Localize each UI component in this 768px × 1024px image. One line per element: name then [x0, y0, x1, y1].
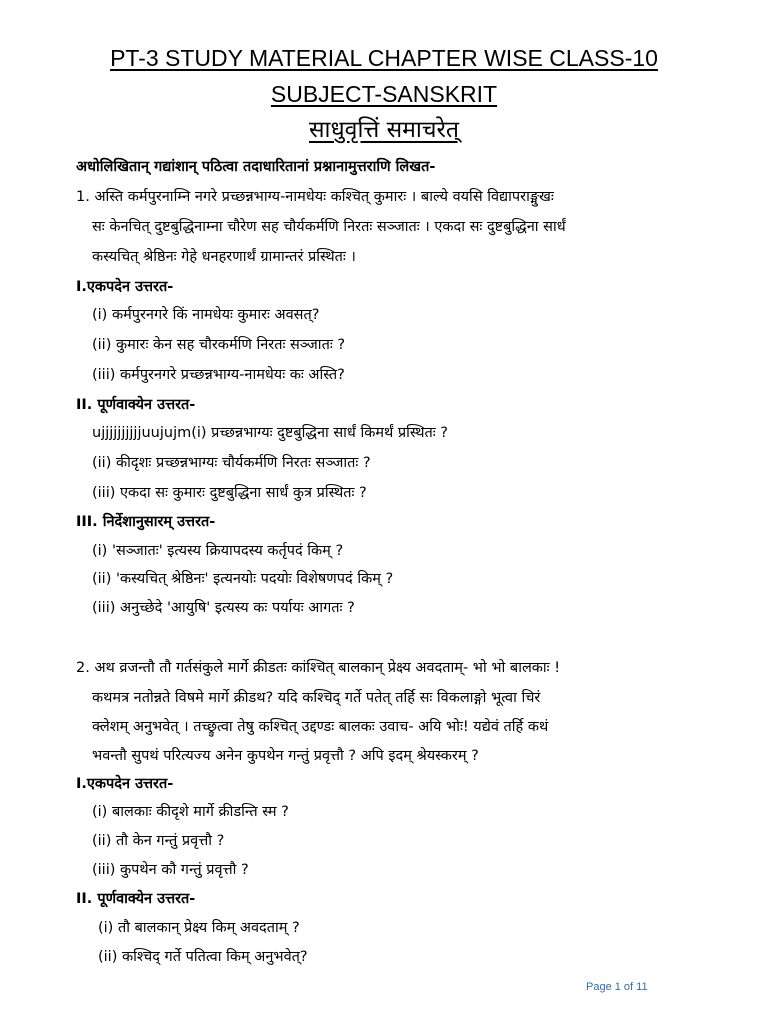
passage-2-line: 2. अथ व्रजन्तौ तौ गर्तसंकुले मार्गे क्रीडतः कांश्चित् बालकान् प्रेक्ष्य अवदताम्- भो भो बालकाः !: [76, 660, 561, 676]
section-heading: I.एकपदेन उत्तरत-: [76, 776, 174, 792]
chapter-heading: साधुवृत्तिं समाचरेत्: [309, 117, 459, 143]
question-item: (i) 'सञ्जातः' इत्यस्य क्रियापदस्य कर्तृपदं किम् ?: [92, 543, 344, 559]
passage-1-line: 1. अस्ति कर्मपुरनाम्नि नगरे प्रच्छन्नभाग्य-नामधेयः कश्चित् कुमारः । बाल्ये वयसि विद्यापराङ्मुखः: [76, 189, 554, 205]
question-item: ujjjjjjjjjjuujujm(i) प्रच्छन्नभाग्यः दुष्टबुद्धिना सार्धं किमर्थं प्रस्थितः ?: [92, 425, 449, 441]
section-heading: I.एकपदेन उत्तरत-: [76, 279, 174, 295]
question-item: (ii) तौ केन गन्तुं प्रवृत्तौ ?: [92, 833, 225, 849]
question-item: (i) कर्मपुरनगरे किं नामधेयः कुमारः अवसत्?: [92, 307, 320, 323]
question-item: (iii) एकदा सः कुमारः दुष्टबुद्धिना सार्धं कुत्र प्रस्थितः ?: [92, 485, 367, 501]
question-item: (ii) 'कस्यचित् श्रेष्ठिनः' इत्यनयोः पदयोः विशेषणपदं किम् ?: [92, 571, 394, 587]
document-subject: SUBJECT-SANSKRIT: [270, 81, 498, 107]
passage-2-line: कथमत्र नतोन्नते विषमे मार्गे क्रीडथ? यदि कश्चिद् गर्ते पतेत् तर्हि सः विकलाङ्गो भूत्वा चिरं: [92, 690, 541, 706]
passage-2-line: क्लेशम् अनुभवेत् । तच्छ्रुत्वा तेषु कश्चित् उद्दण्डः बालकः उवाच- अयि भोः! यद्येवं तर्हि कथं: [92, 719, 549, 735]
question-item: (i) बालकाः कीदृशे मार्गे क्रीडन्ति स्म ?: [92, 804, 289, 820]
section-heading: II. पूर्णवाक्येन उत्तरत-: [76, 891, 196, 907]
section-heading: III. निर्देशानुसारम् उत्तरत-: [76, 514, 216, 530]
instruction-text: अधोलिखितान् गद्यांशान् पठित्वा तदाधारितानां प्रश्नानामुत्तराणि लिखत-: [76, 159, 436, 175]
question-item: (i) तौ बालकान् प्रेक्ष्य किम् अवदताम् ?: [98, 920, 300, 936]
passage-2-line: भवन्तौ सुपथं परित्यज्य अनेन कुपथेन गन्तुं प्रवृत्तौ ? अपि इदम् श्रेयस्करम् ?: [92, 748, 479, 764]
question-item: (ii) कीदृशः प्रच्छन्नभाग्यः चौर्यकर्मणि निरतः सञ्जातः ?: [92, 455, 371, 471]
question-item: (iii) अनुच्छेदे 'आयुषि' इत्यस्य कः पर्यायः आगतः ?: [92, 600, 355, 616]
question-item: (iii) कर्मपुरनगरे प्रच्छन्नभाग्य-नामधेयः कः अस्ति?: [92, 367, 345, 383]
passage-1-line: कस्यचित् श्रेष्ठिनः गेहे धनहरणार्थं ग्रामान्तरं प्रस्थितः ।: [92, 249, 356, 265]
section-heading: II. पूर्णवाक्येन उत्तरत-: [76, 397, 196, 413]
question-item: (ii) कुमारः केन सह चौरकर्मणि निरतः सञ्जातः ?: [92, 337, 346, 353]
document-title: PT-3 STUDY MATERIAL CHAPTER WISE CLASS-10: [110, 45, 658, 71]
question-item: (ii) कश्चिद् गर्ते पतित्वा किम् अनुभवेत्?: [98, 949, 308, 965]
passage-1-line: सः केनचित् दुष्टबुद्धिनाम्ना चौरेण सह चौर्यकर्मणि निरतः सञ्जातः । एकदा सः दुष्टबुद्धिना सार्धं: [92, 219, 566, 235]
question-item: (iii) कुपथेन कौ गन्तुं प्रवृत्तौ ?: [92, 862, 249, 878]
page-number: Page 1 of 11: [586, 981, 648, 993]
